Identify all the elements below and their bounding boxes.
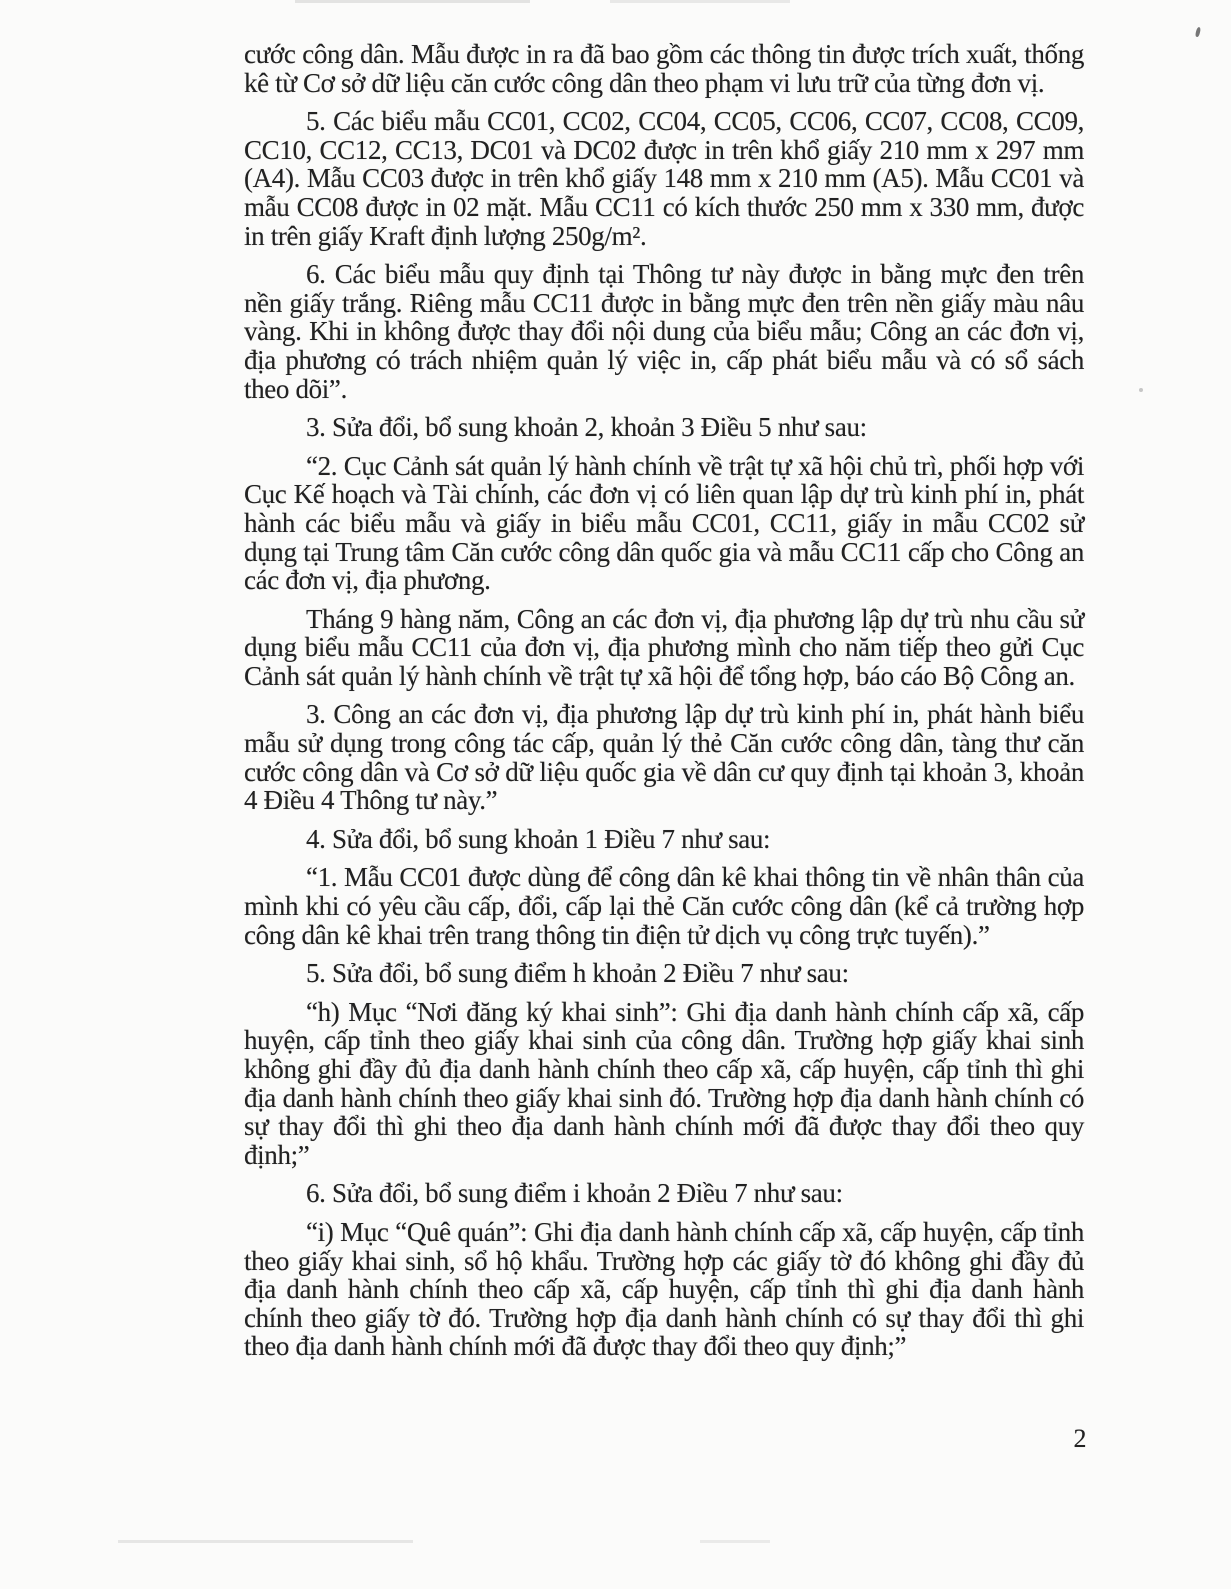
paragraph: 3. Sửa đổi, bổ sung khoản 2, khoản 3 Điều 5 như sau: xyxy=(306,412,867,443)
paragraph: cước công dân. Mẫu được in ra đã bao gồm các thông tin được trích xuất, thống kê từ Cơ sở dữ liệu căn cước công dân theo phạm vi lưu trữ của từng đơn vị. xyxy=(244,39,1084,98)
scan-smudge xyxy=(700,1540,770,1543)
paragraph: 5. Các biểu mẫu CC01, CC02, CC04, CC05, CC06, CC07, CC08, CC09, CC10, CC12, CC13, DC01 và DC02 được in trên khổ giấy 210 mm x 297 mm (A4). Mẫu CC03 được in trên khổ giấy 148 mm x 210 mm (A5). Mẫu CC01 và mẫu CC08 được in 02 mặt. Mẫu CC11 có kích thước 250 mm x 330 mm, được in trên giấy Kraft định lượng 250g/m². xyxy=(244,106,1084,251)
paragraph: “1. Mẫu CC01 được dùng để công dân kê khai thông tin về nhân thân của mình khi có yêu cầu cấp, đổi, cấp lại thẻ Căn cước công dân (kể cả trường hợp công dân kê khai trên trang thông tin điện tử dịch vụ công trực tuyến).” xyxy=(244,862,1084,950)
paragraph: 3. Công an các đơn vị, địa phương lập dự trù kinh phí in, phát hành biểu mẫu sử dụng trong công tác cấp, quản lý thẻ Căn cước công dân, tàng thư căn cước công dân và Cơ sở dữ liệu quốc gia về dân cư quy định tại khoản 3, khoản 4 Điều 4 Thông tư này.” xyxy=(244,699,1084,816)
scan-smudge xyxy=(118,1540,413,1543)
paragraph: “2. Cục Cảnh sát quản lý hành chính về trật tự xã hội chủ trì, phối hợp với Cục Kế hoạch và Tài chính, các đơn vị có liên quan lập dự trù kinh phí in, phát hành các biểu mẫu và giấy in biểu mẫu CC01, CC11, giấy in mẫu CC02 sử dụng tại Trung tâm Căn cước công dân quốc gia và mẫu CC11 cấp cho Công an các đơn vị, địa phương. xyxy=(244,450,1084,596)
scan-smudge xyxy=(295,0,530,3)
paragraph: 4. Sửa đổi, bổ sung khoản 1 Điều 7 như sau: xyxy=(306,823,771,854)
scan-smudge xyxy=(610,0,790,3)
paragraph: 6. Các biểu mẫu quy định tại Thông tư này được in bằng mực đen trên nền giấy trắng. Riêng mẫu CC11 được in bằng mực đen trên nền giấy màu nâu vàng. Khi in không được thay đổi nội dung của biểu mẫu; Công an các đơn vị, địa phương có trách nhiệm quản lý việc in, cấp phát biểu mẫu và có sổ sách theo dõi”. xyxy=(244,259,1084,404)
document-body xyxy=(244,40,1084,1371)
paragraph: “i) Mục “Quê quán”: Ghi địa danh hành chính cấp xã, cấp huyện, cấp tỉnh theo giấy khai sinh, sổ hộ khẩu. Trường hợp các giấy tờ đó không ghi đầy đủ địa danh hành chính theo cấp xã, cấp huyện, cấp tỉnh thì ghi địa danh hành chính theo giấy tờ đó. Trường hợp địa danh hành chính có sự thay đổi thì ghi theo địa danh hành chính mới đã được thay đổi theo quy định;” xyxy=(244,1216,1084,1362)
paragraph: “h) Mục “Nơi đăng ký khai sinh”: Ghi địa danh hành chính cấp xã, cấp huyện, cấp tỉnh theo giấy khai sinh của công dân. Trường hợp giấy khai sinh không ghi đầy đủ địa danh hành chính theo cấp xã, cấp huyện, cấp tỉnh thì ghi địa danh hành chính theo giấy khai sinh đó. Trường hợp địa danh hành chính có sự thay đổi thì ghi theo địa danh hành chính mới đã được thay đổi theo quy định;” xyxy=(244,996,1084,1170)
scan-speck xyxy=(1195,27,1201,38)
paragraph: 6. Sửa đổi, bổ sung điểm i khoản 2 Điều 7 như sau: xyxy=(306,1178,843,1209)
page-number: 2 xyxy=(1073,1424,1087,1453)
paragraph: 5. Sửa đổi, bổ sung điểm h khoản 2 Điều 7 như sau: xyxy=(306,958,849,989)
scan-speck xyxy=(1139,388,1143,392)
paragraph: Tháng 9 hàng năm, Công an các đơn vị, địa phương lập dự trù nhu cầu sử dụng biểu mẫu CC11 của đơn vị, địa phương mình cho năm tiếp theo gửi Cục Cảnh sát quản lý hành chính về trật tự xã hội để tổng hợp, báo cáo Bộ Công an. xyxy=(244,603,1084,691)
